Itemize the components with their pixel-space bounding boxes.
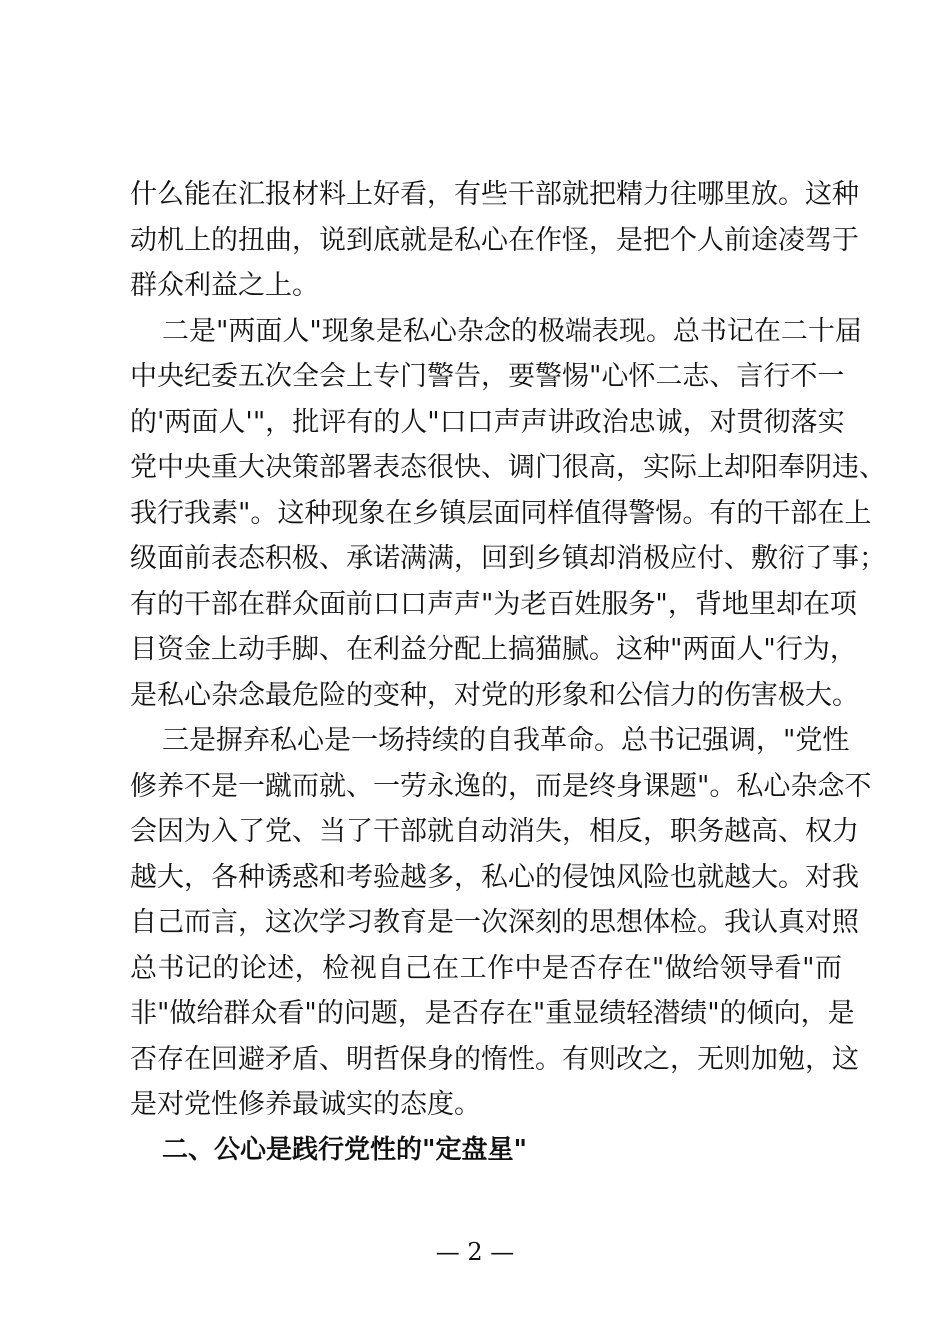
text-line: 会因为入了党、当了干部就自动消失，相反，职务越高、权力 [130,816,859,847]
text-line: 越大，各种诱惑和考验越多，私心的侵蚀风险也就越大。对我 [130,861,859,893]
text-line: 总书记的论述，检视自己在工作中是否存在"做给领导看"而 [130,952,842,984]
text-line: 中央纪委五次全会上专门警告，要警惕"心怀二志、言行不一 [130,361,845,392]
text-line: 是私心杂念最危险的变种，对党的形象和公信力的伤害极大。 [130,679,859,711]
text-line: 的'两面人'"，批评有的人"口口声声讲政治忠诚，对贯彻落实 [130,406,845,438]
text-line: 目资金上动手脚、在利益分配上搞猫腻。这种"两面人"行为， [130,634,857,665]
text-line: 党中央重大决策部署表态很快、调门很高，实际上却阳奉阴违、 [130,452,886,483]
text-line: 什么能在汇报材料上好看，有些干部就把精力往哪里放。这种 [130,179,859,210]
text-line: 我行我素"。这种现象在乡镇层面同样值得警惕。有的干部在上 [130,497,872,529]
text-line: 三是摒弃私心是一场持续的自我革命。总书记强调，"党性 [162,725,850,756]
page-number: — 2 — [435,1238,515,1266]
document-body [130,172,886,1173]
text-line: 二是"两面人"现象是私心杂念的极端表现。总书记在二十届 [162,315,862,347]
text-line: 自己而言，这次学习教育是一次深刻的思想体检。我认真对照 [130,907,859,938]
text-line: 否存在回避矛盾、明哲保身的惰性。有则改之，无则加勉，这 [130,1043,859,1075]
section-heading: 二、公心是践行党性的"定盘星" [162,1134,528,1165]
text-line: 动机上的扭曲，说到底就是私心在作怪，是把个人前途凌驾于 [130,224,859,256]
text-line: 有的干部在群众面前口口声声"为老百姓服务"，背地里却在项 [130,588,857,620]
text-line: 是对党性修养最诚实的态度。 [130,1089,481,1120]
text-line: 非"做给群众看"的问题，是否存在"重显绩轻潜绩"的倾向，是 [130,998,855,1029]
text-line: 群众利益之上。 [130,270,319,301]
text-line: 修养不是一蹴而就、一劳永逸的，而是终身课题"。私心杂念不 [130,770,872,802]
text-line: 级面前表态积极、承诺满满，回到乡镇却消极应付、敷衍了事； [130,543,886,574]
